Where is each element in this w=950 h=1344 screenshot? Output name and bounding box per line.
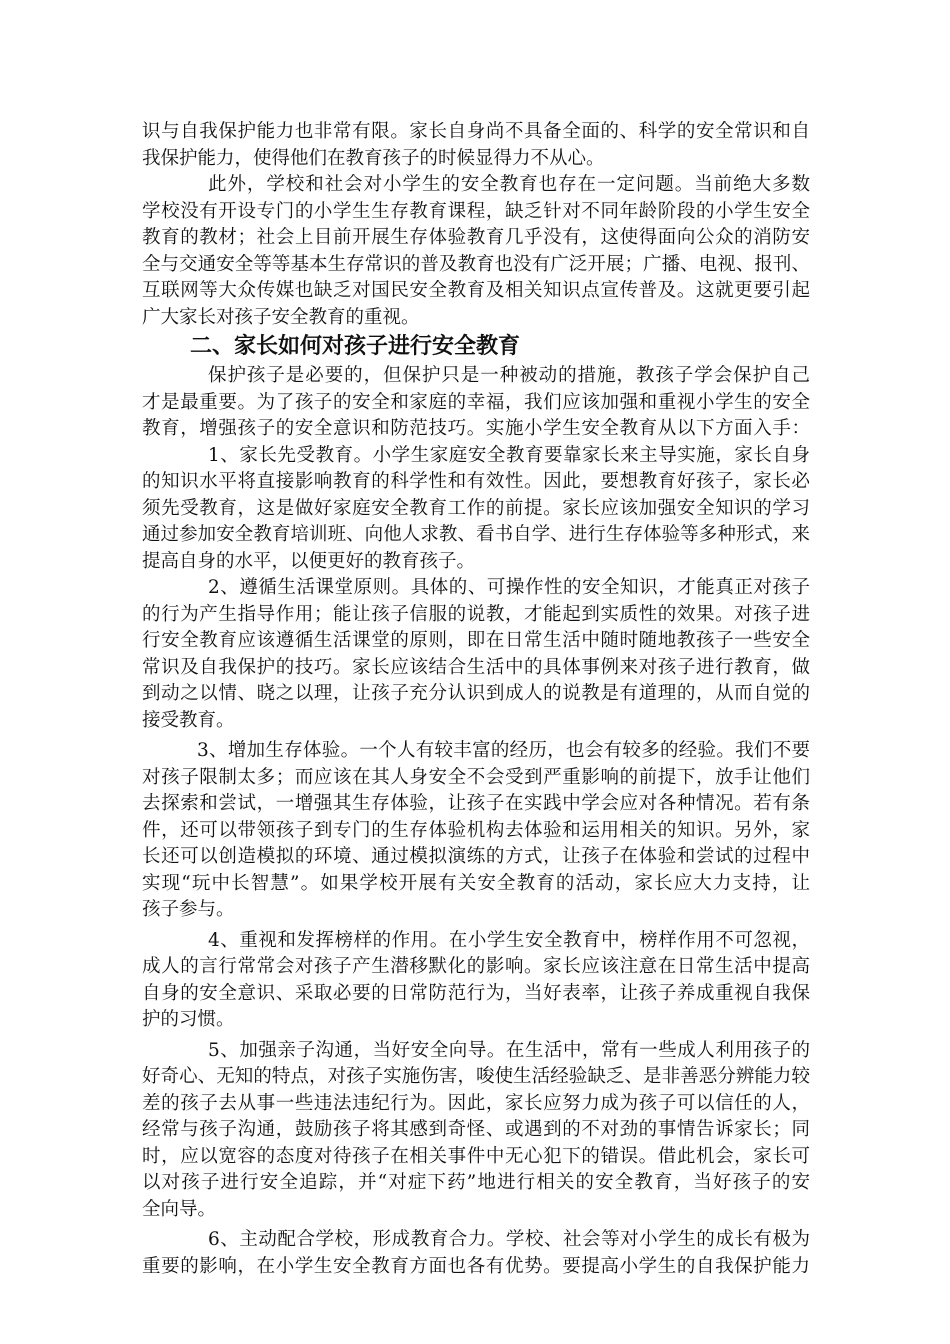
text-line: 我保护能力，使得他们在教育孩子的时候显得力不从心。 (142, 147, 605, 169)
text-line: 3、增加生存体验。一个人有较丰富的经历，也会有较多的经验。我们不要 (197, 740, 810, 761)
text-line: 时，应以宽容的态度对待孩子在相关事件中无心犯下的错误。借此机会，家长可 (142, 1145, 810, 1167)
text-line: 以对孩子进行安全追踪，并“对症下药”地进行相关的安全教育，当好孩子的安 (142, 1172, 810, 1193)
text-line: 成人的言行常常会对孩子产生潜移默化的影响。家长应该注意在日常生活中提高 (142, 956, 810, 977)
text-line: 对孩子限制太多；而应该在其人身安全不会受到严重影响的前提下，放手让他们 (142, 766, 810, 788)
text-line: 接受教育。 (142, 709, 235, 731)
paragraph-item-2 (142, 575, 810, 734)
text-line: 才是最重要。为了孩子的安全和家庭的幸福，我们应该加强和重视小学生的安全 (142, 391, 810, 413)
text-line: 重要的影响，在小学生安全教育方面也各有优势。要提高小学生的自我保护能力 (142, 1255, 810, 1277)
text-line: 此外，学校和社会对小学生的安全教育也存在一定问题。当前绝大多数 (208, 174, 810, 195)
text-line: 自身的安全意识、采取必要的日常防范行为，当好表率，让孩子养成重视自我保 (142, 982, 810, 1004)
text-line: 全与交通安全等等基本生存常识的普及教育也没有广泛开展；广播、电视、报刊、 (142, 253, 810, 275)
text-line: 4、重视和发挥榜样的作用。在小学生安全教育中，榜样作用不可忽视， (208, 929, 810, 951)
text-line: 全向导。 (142, 1198, 217, 1220)
paragraph-school-society (142, 172, 810, 331)
paragraph-item-6 (142, 1227, 810, 1280)
text-line: 5、加强亲子沟通，当好安全向导。在生活中，常有一些成人利用孩子的 (208, 1039, 810, 1061)
text-line: 常识及自我保护的技巧。家长应该结合生活中的具体事例来对孩子进行教育，做 (142, 656, 810, 678)
text-line: 提高自身的水平，以便更好的教育孩子。 (142, 550, 476, 572)
text-line: 广大家长对孩子安全教育的重视。 (142, 306, 420, 328)
text-line: 经常与孩子沟通，鼓励孩子将其感到奇怪、或遇到的不对劲的事情告诉家长；同 (142, 1119, 810, 1140)
text-line: 件，还可以带领孩子到专门的生存体验机构去体验和运用相关的知识。另外，家 (142, 819, 810, 841)
text-line: 6、主动配合学校，形成教育合力。学校、社会等对小学生的成长有极为 (208, 1229, 810, 1250)
paragraph-item-5 (142, 1038, 810, 1224)
text-line: 差的孩子去从事一些违法违纪行为。因此，家长应努力成为孩子可以信任的人， (142, 1092, 810, 1114)
text-line: 保护孩子是必要的，但保护只是一种被动的措施，教孩子学会保护自己 (208, 365, 810, 386)
text-line: 行安全教育应该遵循生活课堂的原则，即在日常生活中随时随地教孩子一些安全 (142, 630, 810, 651)
text-line: 的行为产生指导作用；能让孩子信服的说教，才能起到实质性的效果。对孩子进 (142, 603, 810, 625)
text-line: 互联网等大众传媒也缺乏对国民安全教育及相关知识点宣传普及。这就更要引起 (142, 280, 810, 301)
text-line: 须先受教育，这是做好家庭安全教育工作的前提。家长应该加强安全知识的学习 (142, 497, 810, 519)
text-line: 通过参加安全教育培训班、向他人求教、看书自学、进行生存体验等多种形式，来 (142, 524, 810, 545)
text-line: 教育，增强孩子的安全意识和防范技巧。实施小学生安全教育从以下方面入手： (142, 418, 810, 439)
text-line: 的知识水平将直接影响教育的科学性和有效性。因此，要想教育好孩子，家长必 (142, 471, 810, 492)
text-line: 识与自我保护能力也非常有限。家长自身尚不具备全面的、科学的安全常识和自 (142, 121, 810, 142)
section-heading: 二、家长如何对孩子进行安全教育 (190, 334, 521, 359)
text-line: 学校没有开设专门的小学生生存教育课程，缺乏针对不同年龄阶段的小学生安全 (142, 200, 810, 222)
paragraph-item-3 (142, 738, 810, 924)
text-line: 到动之以情、晓之以理，让孩子充分认识到成人的说教是有道理的，从而自觉的 (142, 683, 810, 704)
paragraph-continuation (142, 119, 810, 172)
text-line: 护的习惯。 (142, 1009, 235, 1030)
text-line: 1、家长先受教育。小学生家庭安全教育要靠家长来主导实施，家长自身 (208, 444, 810, 466)
text-line: 去探索和尝试，一增强其生存体验，让孩子在实践中学会应对各种情况。若有条 (142, 793, 810, 814)
text-line: 好奇心、无知的特点，对孩子实施伤害，唆使生活经验缺乏、是非善恶分辨能力较 (142, 1066, 810, 1087)
text-line: 长还可以创造模拟的环境、通过模拟演练的方式，让孩子在体验和尝试的过程中 (142, 846, 810, 867)
text-line: 实现“玩中长智慧”。如果学校开展有关安全教育的活动，家长应大力支持，让 (142, 872, 810, 894)
text-line: 2、遵循生活课堂原则。具体的、可操作性的安全知识，才能真正对孩子 (208, 577, 810, 598)
paragraph-item-4 (142, 928, 810, 1034)
document-body (142, 119, 810, 1280)
paragraph-item-1 (142, 443, 810, 576)
text-line: 孩子参与。 (142, 899, 235, 920)
paragraph-intro (142, 363, 810, 443)
text-line: 教育的教材；社会上目前开展生存体验教育几乎没有，这使得面向公众的消防安 (142, 227, 810, 248)
